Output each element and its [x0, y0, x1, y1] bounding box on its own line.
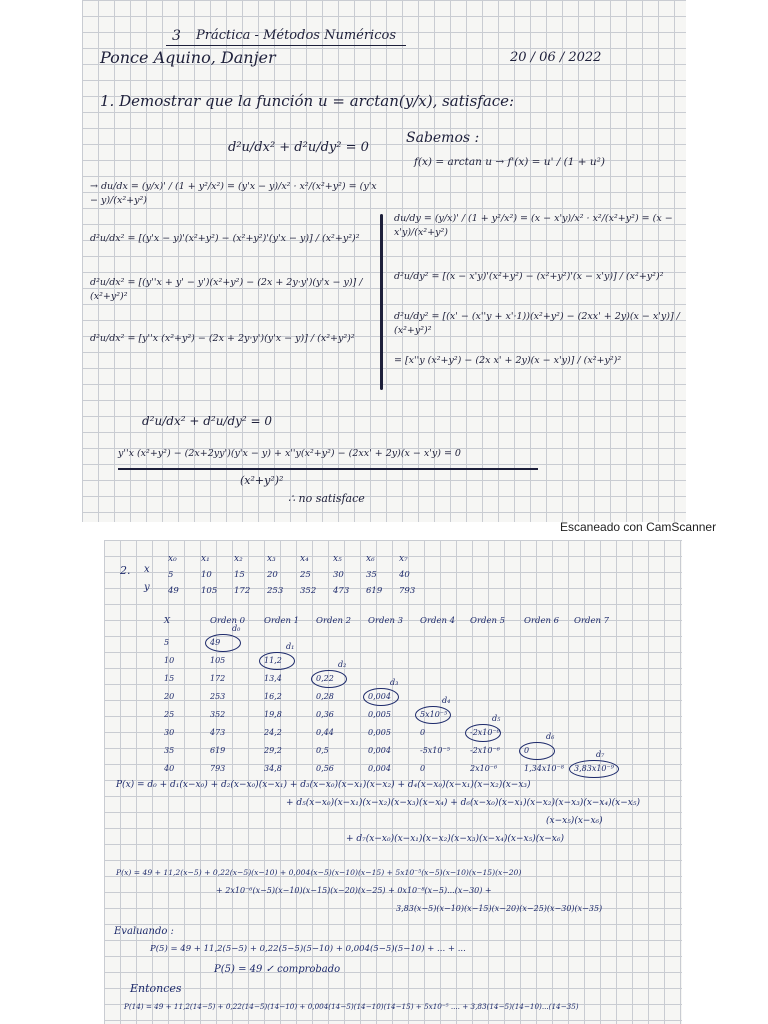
diff-table-cell: 0 — [420, 728, 426, 737]
diff-table-cell: 793 — [210, 764, 226, 773]
data-row-x-label: x — [144, 564, 150, 575]
diff-table-cell: 0,004 — [368, 764, 391, 773]
general-formula-line: (x−x₅)(x−x₆) — [546, 816, 603, 826]
diff-table-x-cell: 5 — [164, 638, 170, 647]
diff-table-header: Orden 7 — [574, 616, 610, 626]
coefficient-label: d₇ — [596, 750, 605, 759]
diff-table-header: Orden 1 — [264, 616, 300, 626]
numeric-formula-line: P(x) = 49 + 11,2(x−5) + 0,22(x−5)(x−10) + 0,004(x−5)(x−10)(x−15) + 5x10⁻⁵(x−5)(x−10)(x−15)(x−20) — [116, 868, 522, 877]
data-table-y-cell: 253 — [267, 586, 284, 596]
diff-table-cell: 11,2 — [264, 656, 282, 665]
conclusion: ∴ no satisface — [288, 492, 365, 505]
diff-table-cell: 13,4 — [264, 674, 282, 683]
d2u-dx2-step-3: d²u/dx² = [y''x (x²+y²) − (2x + 2y·y')(y'x − y)] / (x²+y²)² — [90, 333, 355, 344]
numeric-formula-line: + 2x10⁻⁶(x−5)(x−10)(x−15)(x−20)(x−25) + 0x10⁻⁸(x−5)...(x−30) + — [216, 886, 492, 895]
data-table-x-cell: 25 — [300, 570, 311, 580]
diff-table-cell: 253 — [210, 692, 226, 701]
data-table-header: x₇ — [399, 554, 408, 564]
du-dx-step: → du/dx = (y/x)' / (1 + y²/x²) = (y'x − y)/x² · x²/(x²+y²) = (y'x − y)/(x²+y²) — [90, 181, 377, 206]
diff-table-cell: 0 — [420, 764, 426, 773]
evaluation-line-2: P(5) = 49 ✓ comprobado — [214, 964, 341, 975]
numeric-formula-line: 3,83(x−5)(x−10)(x−15)(x−20)(x−25)(x−30)(x−35) — [396, 904, 603, 913]
date: 20 / 06 / 2022 — [510, 50, 602, 65]
diff-table-cell: 0,5 — [316, 746, 329, 755]
diff-table-cell: 49 — [210, 638, 221, 647]
practice-number: 3 — [172, 28, 181, 44]
final-evaluation: P(14) = 49 + 11,2(14−5) + 0,22(14−5)(14−10) + 0,004(14−5)(14−10)(14−15) + 5x10⁻⁵ .... + 3,83(14−5)(14−10)...(14−35) — [124, 1002, 579, 1011]
diff-table-cell: 0,22 — [316, 674, 334, 683]
leading-coefficient-circle — [569, 760, 619, 778]
data-table-header: x₄ — [300, 554, 309, 564]
data-table-x-cell: 30 — [333, 570, 344, 580]
data-row-y-label: y — [144, 582, 150, 593]
sum-equation: d²u/dx² + d²u/dy² = 0 — [142, 414, 273, 428]
data-table-y-cell: 352 — [300, 586, 317, 596]
final-denominator: (x²+y²)² — [240, 474, 284, 487]
diff-table-cell: 619 — [210, 746, 226, 755]
problem-2-label: 2. — [120, 564, 131, 577]
data-table-header: x₃ — [267, 554, 276, 564]
diff-table-cell: 29,2 — [264, 746, 282, 755]
data-table-header: x₅ — [333, 554, 342, 564]
problem-1-statement: 1. Demostrar que la función u = arctan(y/x), satisface: — [100, 92, 515, 110]
diff-table-cell: 172 — [210, 674, 226, 683]
data-table-y-cell: 172 — [234, 586, 251, 596]
du-dy-step: du/dy = (y/x)' / (1 + y²/x²) = (x − x'y)/x² · x²/(x²+y²) = (x − x'y)/(x²+y²) — [394, 213, 673, 238]
diff-table-cell: 2x10⁻⁶ — [470, 764, 498, 773]
data-table-x-cell: 5 — [168, 570, 174, 580]
diff-table-x-cell: 25 — [164, 710, 175, 719]
diff-table-header: Orden 2 — [316, 616, 352, 626]
diff-table-cell: -2x10⁻⁶ — [470, 728, 500, 737]
diff-table-cell: 0,004 — [368, 746, 391, 755]
diff-table-cell: -5x10⁻⁵ — [420, 746, 450, 755]
coefficient-label: d₂ — [338, 660, 347, 669]
diff-table-cell: 0,36 — [316, 710, 334, 719]
d2u-dy2-step-2: d²u/dy² = [(x' − (x''y + x'·1))(x²+y²) − (2xx' + 2y)(x − x'y)] / (x²+y²)² — [394, 311, 680, 336]
coefficient-label: d₁ — [286, 642, 295, 651]
diff-table-cell: 0,28 — [316, 692, 334, 701]
diff-table-x-cell: 10 — [164, 656, 175, 665]
diff-table-cell: 0,56 — [316, 764, 334, 773]
general-formula-line: + d₅(x−x₀)(x−x₁)(x−x₂)(x−x₃)(x−x₄) + d₆(x−x₀)(x−x₁)(x−x₂)(x−x₃)(x−x₄)(x−x₅) — [286, 798, 640, 808]
diff-table-cell: 352 — [210, 710, 226, 719]
diff-table-cell: 105 — [210, 656, 226, 665]
then-label: Entonces — [130, 982, 182, 995]
camscanner-watermark: Escaneado con CamScanner — [560, 520, 717, 534]
final-fraction-bar — [118, 468, 538, 470]
diff-table-x-cell: 40 — [164, 764, 175, 773]
leading-coefficient-circle — [205, 634, 241, 652]
evaluation-line-1: P(5) = 49 + 11,2(5−5) + 0,22(5−5)(5−10) + 0,004(5−5)(5−10) + ... + ... — [150, 944, 466, 954]
data-table-y-cell: 793 — [399, 586, 416, 596]
data-table-y-cell: 619 — [366, 586, 383, 596]
diff-table-cell: 0,005 — [368, 710, 391, 719]
data-table-header: x₀ — [168, 554, 177, 564]
leading-coefficient-circle — [363, 688, 399, 706]
diff-table-cell: 1,34x10⁻⁸ — [524, 764, 564, 773]
data-table-x-cell: 20 — [267, 570, 278, 580]
data-table-y-cell: 49 — [168, 586, 179, 596]
diff-table-x-cell: 35 — [164, 746, 175, 755]
data-table-header: x₆ — [366, 554, 375, 564]
general-formula-line: + d₇(x−x₀)(x−x₁)(x−x₂)(x−x₃)(x−x₄)(x−x₅)(x−x₆) — [346, 834, 565, 844]
diff-table-header: Orden 0 — [210, 616, 246, 626]
diff-table-cell: -2x10⁻⁶ — [470, 746, 500, 755]
data-table-x-cell: 10 — [201, 570, 212, 580]
coefficient-label: d₄ — [442, 696, 451, 705]
leading-coefficient-circle — [465, 724, 501, 742]
scanned-page-1 — [82, 0, 686, 522]
diff-table-cell: 5x10⁻⁵ — [420, 710, 448, 719]
data-table-x-cell: 35 — [366, 570, 377, 580]
data-table-x-cell: 40 — [399, 570, 410, 580]
data-table-header: x₁ — [201, 554, 210, 564]
data-table-x-cell: 15 — [234, 570, 245, 580]
diff-table-header: Orden 5 — [470, 616, 506, 626]
scanned-page-2 — [104, 540, 682, 1024]
diff-table-cell: 0,004 — [368, 692, 391, 701]
leading-coefficient-circle — [259, 652, 295, 670]
coefficient-label: d₅ — [492, 714, 501, 723]
diff-table-header: Orden 4 — [420, 616, 456, 626]
d2u-dx2-step-2: d²u/dx² = [(y''x + y' − y')(x²+y²) − (2x + 2y·y')(y'x − y)] / (x²+y²)² — [90, 277, 363, 302]
diff-table-header: Orden 3 — [368, 616, 404, 626]
d2u-dy2-step-1: d²u/dy² = [(x − x'y)'(x²+y²) − (x²+y²)'(x − x'y)] / (x²+y²)² — [394, 271, 664, 282]
diff-table-cell: 34,8 — [264, 764, 282, 773]
diff-table-cell: 0,005 — [368, 728, 391, 737]
diff-table-cell: 16,2 — [264, 692, 282, 701]
diff-table-header: X — [164, 616, 171, 626]
diff-table-x-cell: 20 — [164, 692, 175, 701]
diff-table-cell: 0,44 — [316, 728, 334, 737]
diff-table-header: Orden 6 — [524, 616, 560, 626]
data-table-header: x₂ — [234, 554, 243, 564]
coefficient-label: d₀ — [232, 624, 241, 633]
d2u-dx2-step-1: d²u/dx² = [(y'x − y)'(x²+y²) − (x²+y²)'(y'x − y)] / (x²+y²)² — [90, 233, 360, 244]
coefficient-label: d₆ — [546, 732, 555, 741]
general-formula-line: P(x) = d₀ + d₁(x−x₀) + d₂(x−x₀)(x−x₁) + d₃(x−x₀)(x−x₁)(x−x₂) + d₄(x−x₀)(x−x₁)(x−x₂)(x−x₃) — [116, 780, 531, 790]
final-numerator: y''x (x²+y²) − (2x+2yy')(y'x − y) + x''y(x²+y²) − (2xx' + 2y)(x − x'y) = 0 — [118, 448, 461, 459]
title-underline — [166, 45, 406, 46]
diff-table-cell: 0 — [524, 746, 530, 755]
leading-coefficient-circle — [519, 742, 555, 760]
right-derivation — [394, 212, 680, 388]
coefficient-label: d₃ — [390, 678, 399, 687]
diff-table-cell: 24,2 — [264, 728, 282, 737]
known-title: Sabemos : — [406, 130, 480, 146]
left-derivation — [90, 180, 386, 372]
diff-table-x-cell: 30 — [164, 728, 175, 737]
leading-coefficient-circle — [415, 706, 451, 724]
diff-table-x-cell: 15 — [164, 674, 175, 683]
d2u-dy2-step-3: = [x''y (x²+y²) − (2x x' + 2y)(x − x'y)] / (x²+y²)² — [394, 355, 622, 366]
data-table-y-cell: 105 — [201, 586, 218, 596]
diff-table-cell: 473 — [210, 728, 226, 737]
diff-table-cell: 3,83x10⁻⁹ — [574, 764, 614, 773]
evaluation-label: Evaluando : — [114, 926, 174, 937]
diff-table-cell: 19,8 — [264, 710, 282, 719]
leading-coefficient-circle — [311, 670, 347, 688]
data-table-y-cell: 473 — [333, 586, 350, 596]
student-name: Ponce Aquino, Danjer — [100, 48, 276, 67]
arctan-rule: f(x) = arctan u → f'(x) = u' / (1 + u²) — [414, 156, 605, 168]
practice-title: Práctica - Métodos Numéricos — [196, 28, 396, 43]
target-equation: d²u/dx² + d²u/dy² = 0 — [228, 140, 369, 155]
column-divider — [380, 214, 383, 390]
